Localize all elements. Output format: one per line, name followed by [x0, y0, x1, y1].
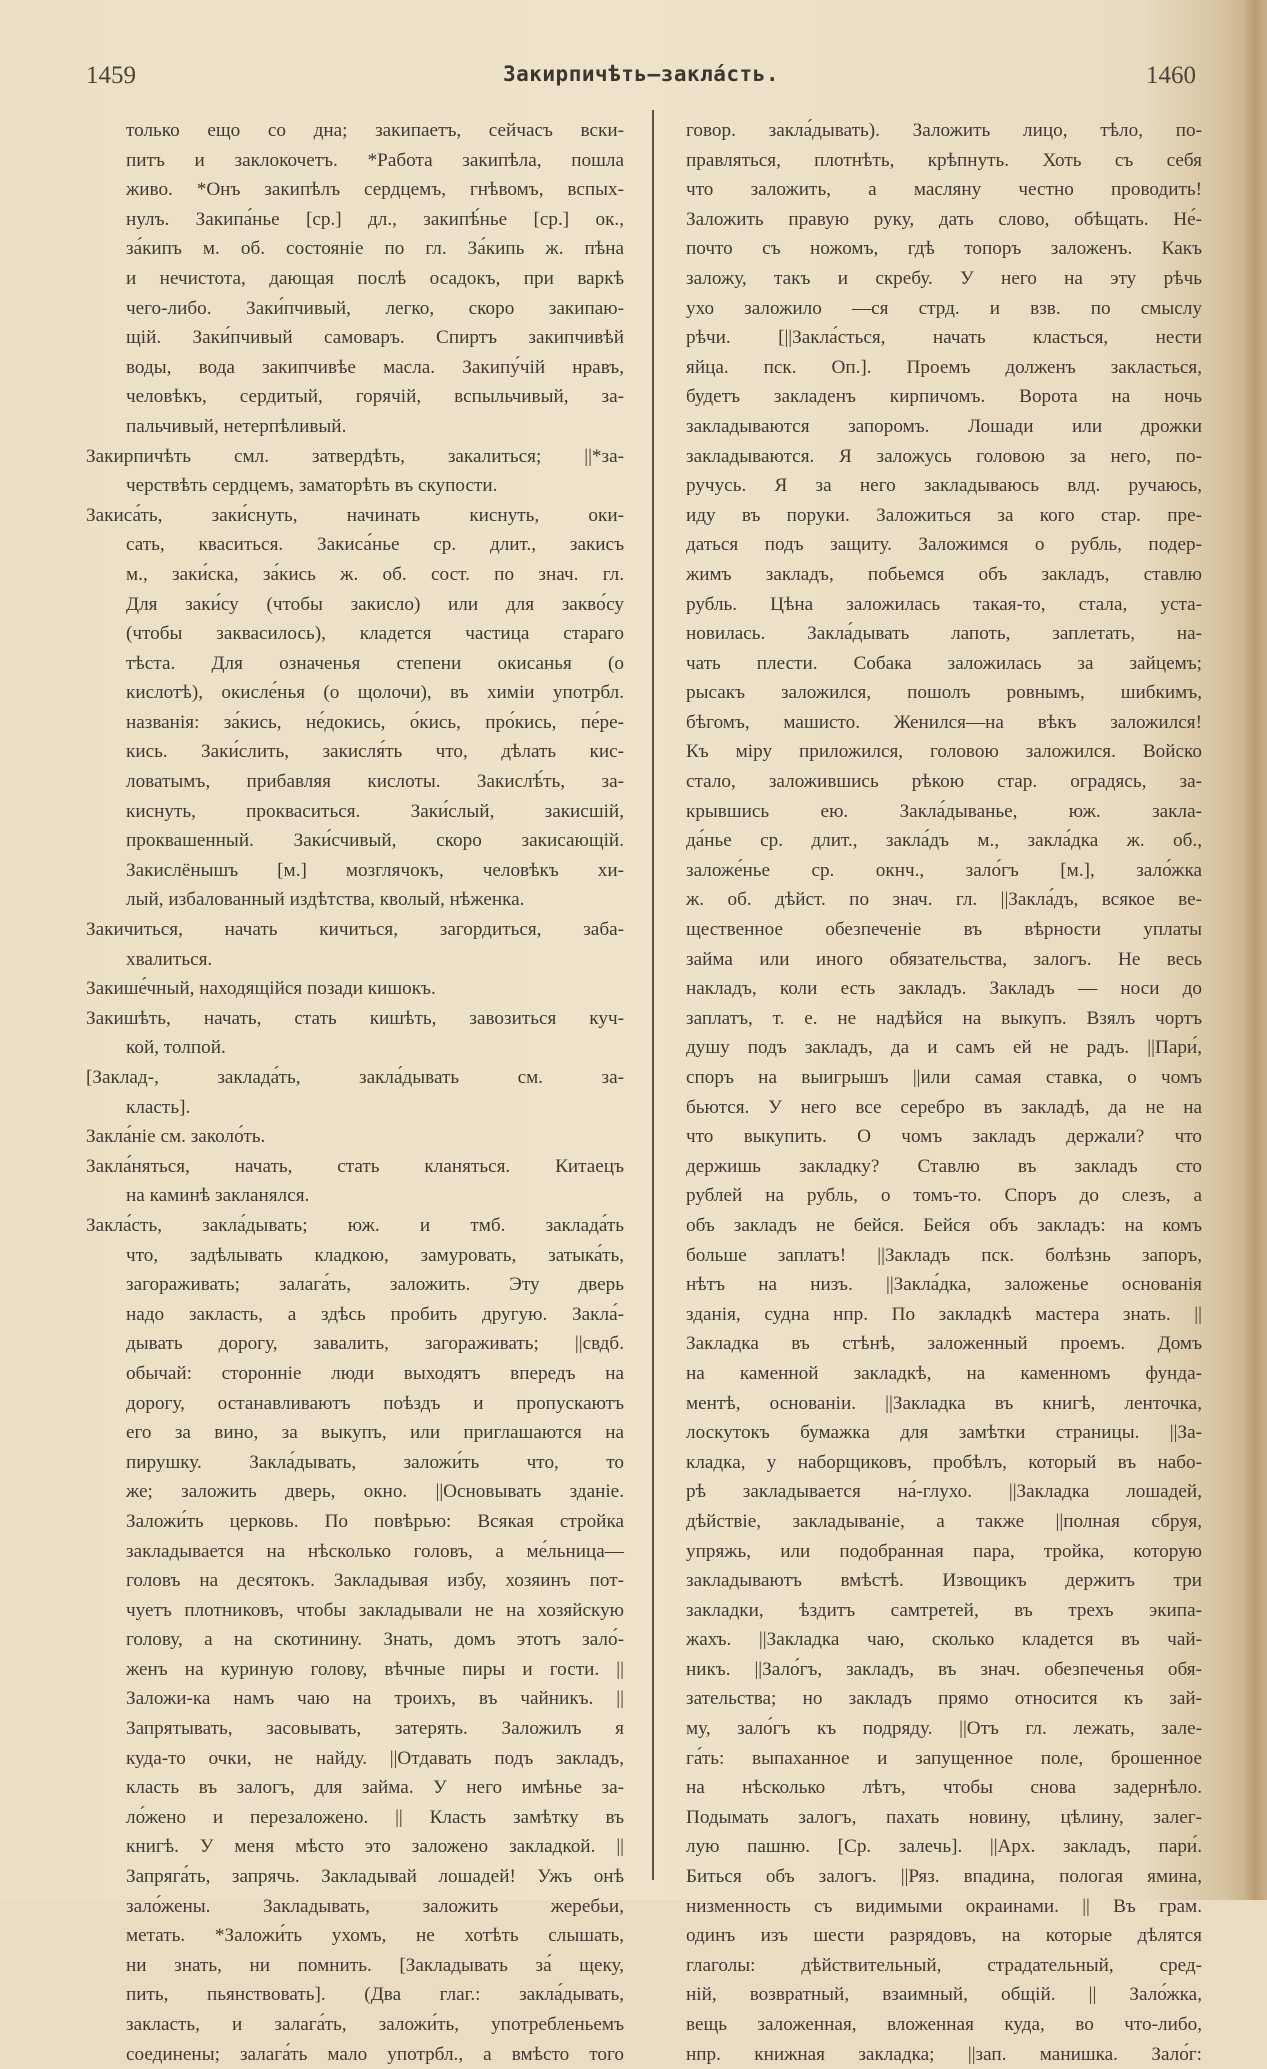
text-line: зало́жены. Закладывать, заложить жеребьи,	[126, 1895, 624, 1917]
text-line: щiй. Заки́пчивый самоваръ. Спиртъ закипчивѣй	[126, 327, 624, 349]
text-line: Запряга́ть, запрячь. Закладывай лошадей! Ужъ онѣ	[126, 1866, 624, 1888]
text-line: дѣйствiе, закладыванiе, а также ||полная сбруя,	[686, 1510, 1202, 1532]
text-line: ж. об. дѣйст. по знач. гл. ||Закла́дъ, всякое ве-	[686, 889, 1202, 911]
text-line: даться подъ защиту. Заложимся о рубль, подер-	[686, 534, 1202, 556]
text-line: заплатъ, т. е. не надѣйся на выкупъ. Взялъ чортъ	[686, 1007, 1202, 1029]
text-line: пальчивый, нетерпѣливый.	[126, 415, 347, 437]
text-line: кой, толпой.	[126, 1037, 226, 1059]
text-line: рѣ закладывается на́-глухо. ||Закладка лошадей,	[686, 1481, 1202, 1503]
text-line: будетъ закладенъ кирпичомъ. Ворота на ночь	[686, 386, 1202, 408]
text-line: Къ мiру приложился, головою заложился. Войско	[686, 741, 1202, 763]
text-line: объ закладъ не бейся. Бейся объ закладъ: на комъ	[686, 1214, 1202, 1236]
text-line: Запрятывать, засовывать, затерять. Заложилъ я	[126, 1718, 624, 1740]
text-line: питъ и заклокочетъ. *Работа закипѣла, пошла	[126, 149, 624, 171]
text-line: Закла́няться, начать, стать кланяться. Китаецъ	[86, 1155, 624, 1177]
text-line: киснуть, прокваситься. Заки́слый, закисшiй,	[126, 800, 624, 822]
text-line: Закладка въ стѣнѣ, заложенный проемъ. Домъ	[686, 1333, 1202, 1355]
text-line: куда-то очки, не найду. ||Отдавать подъ закладъ,	[126, 1747, 624, 1769]
text-line: Подымать залогъ, пахать новину, цѣлину, залег-	[686, 1806, 1202, 1828]
text-line: накладъ, коли есть закладъ. Закладъ — носи до	[686, 978, 1202, 1000]
text-line: женъ на куриную голову, вѣчные пиры и гости. ||	[126, 1658, 624, 1680]
text-line: одинъ изъ шести разрядовъ, на которые дѣлятся	[686, 1925, 1202, 1947]
text-line: голову, а на скотинину. Знать, домъ этотъ зало́-	[126, 1629, 624, 1651]
text-line: Закичиться, начать кичиться, загордиться, заба-	[86, 919, 624, 941]
text-line: на каменной закладкѣ, на каменномъ фунда-	[686, 1362, 1202, 1384]
text-line: книгѣ. У меня мѣсто это заложено закладкой. ||	[126, 1836, 624, 1858]
text-line: загораживать; залага́ть, заложить. Эту дверь	[126, 1274, 624, 1296]
text-line: глаголы: дѣйствительный, страдательный, сред-	[686, 1954, 1202, 1976]
text-line: кислотѣ), окисле́нья (о щолочи), въ химiи употрбл.	[126, 682, 624, 704]
text-line: названiя: за́кись, не́докись, о́кись, про́кись, пе́ре-	[126, 711, 624, 733]
text-line: зданiя, судна нпр. По закладкѣ мастера знать. ||	[686, 1303, 1202, 1325]
text-line: головъ на десятокъ. Закладывая избу, хозяинъ пот-	[126, 1570, 624, 1592]
text-line: кладка, у наборщиковъ, пробѣлъ, который въ набо-	[686, 1451, 1202, 1473]
text-line: чать плести. Собака заложилась за зайцемъ;	[686, 652, 1202, 674]
text-line: больше заплатъ! ||Закладъ пск. болѣзнь запоръ,	[686, 1244, 1202, 1266]
text-line: закладываютъ вмѣстѣ. Извощикъ держитъ три	[686, 1570, 1202, 1592]
text-line: человѣкъ, сердитый, горячiй, вспыльчивый, за-	[126, 386, 624, 408]
text-line: рысакъ заложился, пошолъ ровнымъ, шибкимъ,	[686, 682, 1202, 704]
text-line: закладки, ѣздитъ самтретей, въ трехъ экипа-	[686, 1599, 1202, 1621]
text-line: лоскутокъ бумажка для замѣтки страницы. ||За-	[686, 1422, 1202, 1444]
text-line: душу подъ закладъ, да и самъ ей не радъ. ||Пари́,	[686, 1037, 1202, 1059]
text-line: упряжь, или подобранная пара, тройка, которую	[686, 1540, 1202, 1562]
text-line: стало, заложившись рѣкою стар. оградясь, за-	[686, 771, 1202, 793]
text-line: нпр. книжная закладка; ||зап. манишка. Зало́г:	[686, 2043, 1202, 2065]
text-line: рубль. Цѣна заложилась такая-то, стала, уста-	[686, 593, 1202, 615]
text-line: никъ. ||Зало́гъ, закладъ, въ знач. обезпеченья обя-	[686, 1658, 1202, 1680]
text-line: Закишѣть, начать, стать кишѣть, завозиться куч-	[86, 1007, 624, 1029]
text-line: и нечистота, дающая послѣ осадокъ, при варкѣ	[126, 267, 624, 289]
text-line: надо закласть, а здѣсь пробить другую. Закла́-	[126, 1303, 624, 1325]
text-line: держишь закладку? Ставлю въ закладъ сто	[686, 1155, 1202, 1177]
text-line: хвалиться.	[126, 948, 213, 970]
text-line: чуетъ плотниковъ, чтобы закладывали не на хозяйскую	[126, 1599, 624, 1621]
text-line: рѣчи. [||Закла́сться, начать класться, нести	[686, 327, 1202, 349]
text-line: жахъ. ||Закладка чаю, сколько кладется въ чай-	[686, 1629, 1202, 1651]
left-column	[86, 116, 624, 2069]
text-line: щественное обезпеченiе въ вѣрности уплаты	[686, 919, 1202, 941]
text-line: на нѣсколько лѣтъ, чтобы снова задернѣло.	[686, 1777, 1202, 1799]
text-line: Закла́нiе см. заколо́ть.	[86, 1126, 266, 1148]
text-line: лый, избалованный издѣтства, кволый, нѣженка.	[126, 889, 525, 911]
text-line: Закла́сть, закла́дывать; юж. и тмб. заклада́ть	[86, 1214, 624, 1236]
text-line: же; заложить дверь, окно. ||Основывать зданiе.	[126, 1481, 624, 1503]
text-line: Для заки́су (чтобы закисло) или для закво́су	[126, 593, 624, 615]
text-line: ловатымъ, прибавляя кислоты. Закислѣ́ть, за-	[126, 771, 624, 793]
right-column	[686, 116, 1202, 2069]
text-line: Закислёнышъ [м.] мозглячокъ, человѣкъ хи-	[126, 859, 624, 881]
text-line: закладывается на нѣсколько головъ, а ме́льница—	[126, 1540, 624, 1562]
text-line: сать, кваситься. Закиса́нье ср. длит., закисъ	[126, 534, 624, 556]
text-line: класть въ залогъ, для займа. У него имѣнье за-	[126, 1777, 624, 1799]
text-line: бьются. У него все серебро въ закладѣ, да не на	[686, 1096, 1202, 1118]
text-line: яйца. пск. Оп.]. Проемъ долженъ закласться,	[686, 356, 1202, 378]
text-line: нiй, возвратный, взаимный, общiй. || Зало́жка,	[686, 1984, 1202, 2006]
text-line: Заложи-ка намъ чаю на троихъ, въ чайникъ. ||	[126, 1688, 624, 1710]
text-line: да́нье ср. длит., закла́дъ м., закла́дка ж. об.,	[686, 830, 1202, 852]
text-line: на каминѣ закланялся.	[126, 1185, 310, 1207]
text-line: заложе́нье ср. окнч., зало́гъ [м.], зало́жка	[686, 859, 1202, 881]
text-line: живо. *Онъ закипѣлъ сердцемъ, гнѣвомъ, вспых-	[126, 179, 624, 201]
text-line: вещь заложенная, вложенная куда, во что-либо,	[686, 2014, 1202, 2035]
text-line: низменность съ видимыми окраинами. || Въ грам.	[686, 1895, 1202, 1917]
text-line: (чтобы заквасилось), кладется частица стараго	[126, 623, 624, 645]
text-line: чего-либо. Заки́пчивый, легко, скоро закипаю-	[126, 297, 624, 319]
text-line: Заложи́ть церковь. По повѣрью: Всякая стройка	[126, 1510, 624, 1532]
text-line: бѣгомъ, машисто. Женился—на вѣкъ заложился!	[686, 711, 1202, 733]
text-line: Биться объ залогъ. ||Ряз. впадина, пологая ямина,	[686, 1866, 1202, 1888]
text-line: ручусь. Я за него закладываюсь влд. ручаюсь,	[686, 475, 1202, 497]
text-line: дорогу, останавливаютъ поѣздъ и пропускаютъ	[126, 1392, 624, 1414]
text-line: споръ на выигрышъ ||или самая ставка, о чомъ	[686, 1067, 1202, 1088]
text-line: пирушку. Закла́дывать, заложи́ть что, то	[126, 1451, 624, 1473]
text-line: ухо заложило —ся стрд. и взв. по смыслу	[686, 297, 1202, 319]
text-line: что заложить, а масляну честно проводить!	[686, 179, 1202, 201]
text-line: иду въ поруки. Заложиться за кого стар. пре-	[686, 504, 1202, 526]
text-line: зательства; но закладъ прямо относится къ зай-	[686, 1688, 1202, 1710]
text-line: Закиса́ть, заки́снуть, начинать киснуть, оки-	[86, 504, 624, 526]
text-line: жимъ закладъ, побьемся объ закладъ, ставлю	[686, 563, 1202, 585]
running-title: Закирпичѣть—закла́сть.	[502, 62, 779, 86]
text-line: дывать дорогу, завалить, загораживать; ||свдб.	[126, 1333, 624, 1355]
text-line: займа или иного обязательства, залогъ. Не весь	[686, 948, 1202, 970]
text-line: ментѣ, основанiи. ||Закладка въ книгѣ, ленточка,	[686, 1392, 1202, 1414]
text-line: что, задѣлывать кладкою, замуровать, затыка́ть,	[126, 1244, 624, 1266]
page-header	[86, 62, 1196, 94]
text-line: соединены; залага́ть мало употрбл., а вмѣсто того	[126, 2043, 624, 2065]
text-line: проквашенный. Заки́счивый, скоро закисающiй.	[126, 830, 624, 852]
text-line: за́кипъ м. об. состоянiе по гл. За́кипь ж. пѣна	[126, 238, 624, 260]
text-line: Закише́чный, находящiйся позади кишокъ.	[86, 978, 436, 1000]
text-line: [Заклад-, заклада́ть, закла́дывать см. за-	[86, 1067, 624, 1088]
text-line: только ещо со дна; закипаетъ, сейчасъ вски-	[126, 120, 624, 141]
text-line: га́ть: выпаханное и запущенное поле, брошенное	[686, 1747, 1202, 1769]
text-line: что выкупить. О чомъ закладъ держали? что	[686, 1126, 1202, 1148]
text-line: закладываются. Я заложусь головою за него, по-	[686, 445, 1202, 467]
page-number-right: 1460	[1146, 62, 1196, 89]
text-line: класть].	[126, 1096, 191, 1118]
text-line: лую пашню. [Ср. залечь]. ||Арх. закладъ, пари́.	[686, 1836, 1202, 1858]
text-line: воды, вода закипчивѣе масла. Закипу́чiй нравъ,	[126, 356, 624, 378]
text-line: Закирпичѣть смл. затвердѣть, закалиться; ||*за-	[86, 445, 624, 467]
text-line: крывшись ею. Закла́дыванье, юж. закла-	[686, 800, 1202, 822]
text-line: нѣтъ на низъ. ||Закла́дка, заложенье основанiя	[686, 1274, 1202, 1296]
text-line: почто съ ножомъ, гдѣ топоръ заложенъ. Какъ	[686, 238, 1202, 260]
text-line: обычай: стороннiе люди выходятъ впередъ на	[126, 1362, 624, 1384]
text-line: тѣста. Для означенья степени окисанья (о	[126, 652, 624, 674]
text-line: ло́жено и перезаложено. || Класть замѣтку въ	[126, 1806, 624, 1828]
text-line: его за вино, за выкупъ, или приглашаются на	[126, 1422, 624, 1444]
text-line: кись. Заки́слить, закисля́ть что, дѣлать кис-	[126, 741, 624, 763]
text-line: новилась. Закла́дывать лапоть, заплетать, на-	[686, 623, 1202, 645]
text-line: правляться, плотнѣть, крѣпнуть. Хоть съ себя	[686, 149, 1202, 171]
page-number-left: 1459	[86, 62, 136, 89]
text-line: ни знать, ни помнить. [Закладывать за́ щеку,	[126, 1954, 624, 1976]
text-line: закласть, и залага́ть, заложи́ть, употребленьемъ	[126, 2014, 624, 2035]
column-divider	[652, 110, 654, 1880]
text-line: говор. закла́дывать). Заложить лицо, тѣло, по-	[686, 120, 1202, 141]
text-line: нулъ. Закипа́нье [ср.] дл., закипѣ́нье [ср.] ок.,	[126, 208, 624, 230]
text-line: пить, пьянствовать]. (Два глаг.: закла́дывать,	[126, 1984, 624, 2006]
text-line: м., заки́ска, за́кись ж. об. сост. по знач. гл.	[126, 563, 624, 585]
text-line: метать. *Заложи́ть ухомъ, не хотѣть слышать,	[126, 1925, 624, 1947]
text-line: черствѣть сердцемъ, заматорѣть въ скупости.	[126, 475, 498, 497]
text-line: Заложить правую руку, дать слово, обѣщать. Не́-	[686, 208, 1202, 230]
text-line: заложу, такъ и скребу. У него на эту рѣчь	[686, 267, 1202, 289]
text-line: закладываются запоромъ. Лошади или дрожки	[686, 415, 1202, 437]
book-edge-shadow	[1227, 0, 1267, 1900]
text-line: рублей на рубль, о томъ-то. Споръ до слезъ, а	[686, 1185, 1202, 1207]
text-line: му, зало́гъ къ подряду. ||Отъ гл. лежать, зале-	[686, 1718, 1202, 1740]
